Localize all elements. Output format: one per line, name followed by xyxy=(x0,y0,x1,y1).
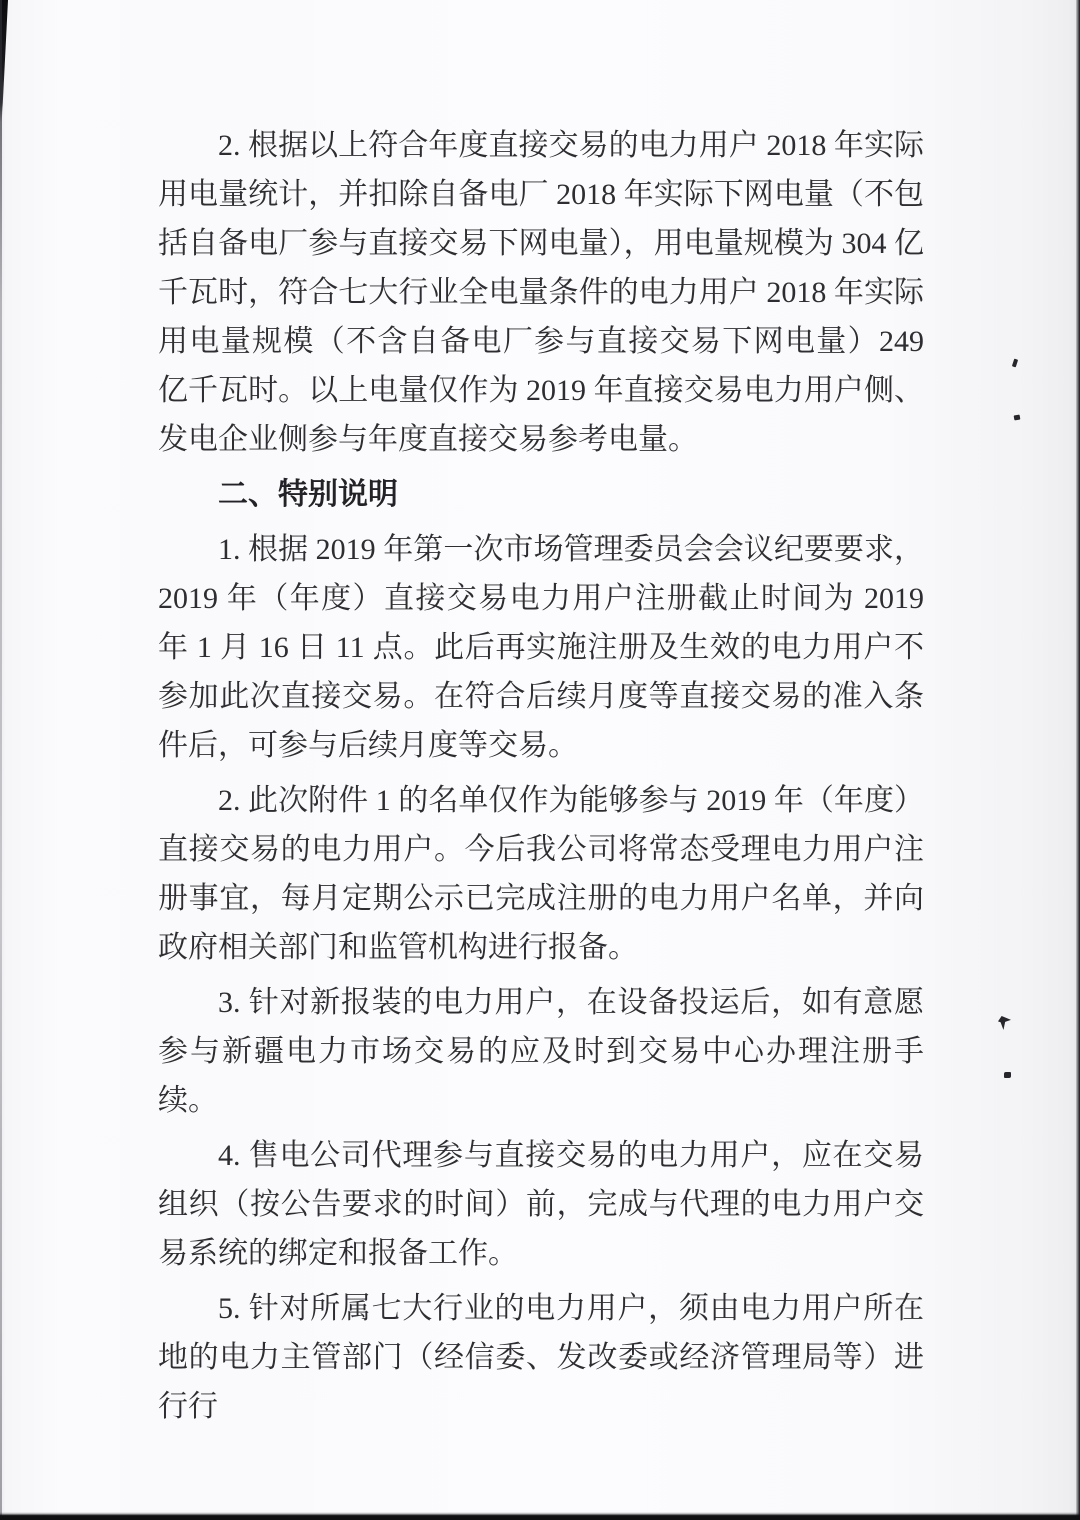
scan-artifact-left-edge xyxy=(0,0,2,1520)
paragraph: 2. 此次附件 1 的名单仅作为能够参与 2019 年（年度）直接交易的电力用户。今后我公司将常态受理电力用户注册事宜，每月定期公示已完成注册的电力用户名单，并向政府相关部门和监管机构进行报备。 xyxy=(158,784,924,964)
document-body xyxy=(158,121,924,1437)
paragraph: 3. 针对新报装的电力用户，在设备投运后，如有意愿参与新疆电力市场交易的应及时到交易中心办理注册手续。 xyxy=(158,986,924,1117)
paragraph: 2. 根据以上符合年度直接交易的电力用户 2018 年实际用电量统计，并扣除自备电厂 2018 年实际下网电量（不包括自备电厂参与直接交易下网电量），用电量规模为 304 亿千瓦时，符合七大行业全电量条件的电力用户 2018 年实际用电量规模（不含自备电厂参与直接交易下网电量）249 亿千瓦时。以上电量仅作为 2019 年直接交易电力用户侧、发电企业侧参与年度直接交易参考电量。 xyxy=(158,129,924,456)
section-heading: 二、特别说明 xyxy=(218,478,398,511)
scan-artifact-speck xyxy=(998,1016,1011,1030)
paragraph: 1. 根据 2019 年第一次市场管理委员会会议纪要要求，2019 年（年度）直接交易电力用户注册截止时间为 2019 年 1 月 16 日 11 点。此后再实施注册及生效的电力用户不参加此次直接交易。在符合后续月度等直接交易的准入条件后，可参与后续月度等交易。 xyxy=(158,533,924,762)
paragraph: 5. 针对所属七大行业的电力用户，须由电力用户所在地的电力主管部门（经信委、发改委或经济管理局等）进行行 xyxy=(158,1292,924,1423)
scan-artifact-right-edge xyxy=(1076,0,1080,1520)
scan-artifact-bottom-edge xyxy=(0,1512,1080,1520)
scan-artifact-speck xyxy=(1014,415,1021,421)
scan-artifact-speck xyxy=(1004,1072,1011,1078)
scan-artifact-speck xyxy=(1012,359,1018,368)
paragraph: 4. 售电公司代理参与直接交易的电力用户，应在交易组织（按公告要求的时间）前，完成与代理的电力用户交易系统的绑定和报备工作。 xyxy=(158,1139,924,1270)
